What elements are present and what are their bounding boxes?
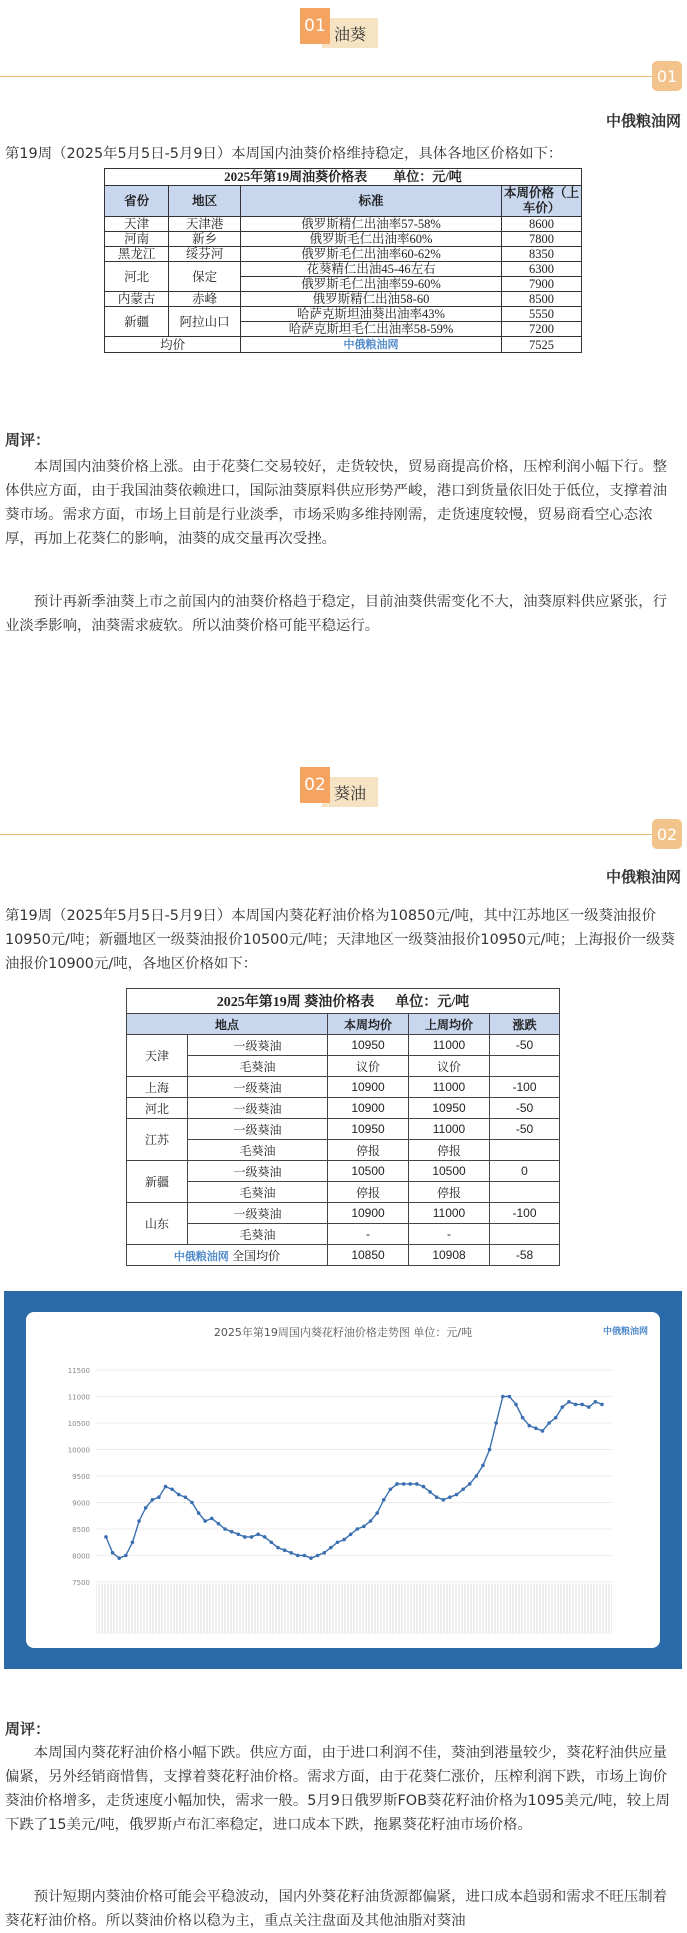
data-point xyxy=(124,1554,128,1558)
data-point xyxy=(395,1482,399,1486)
section1-brand: 中俄粮油网 xyxy=(605,112,681,130)
cell-this-week: 10950 xyxy=(328,1119,409,1140)
y-tick-label: 9500 xyxy=(72,1473,90,1481)
col-last-week: 上周均价 xyxy=(409,1014,490,1035)
oilseed-table-title-cell xyxy=(105,169,582,186)
table-row xyxy=(127,1140,560,1161)
cell-change: -100 xyxy=(490,1077,560,1098)
x-axis-labels xyxy=(96,1584,612,1634)
avg-label-cell xyxy=(127,1245,328,1266)
section2-comment-label: 周评： xyxy=(5,1720,51,1738)
cell-grade: 毛葵油 xyxy=(188,1182,328,1203)
data-point xyxy=(441,1498,445,1502)
cell-grade: 毛葵油 xyxy=(188,1056,328,1077)
cell-province: 内蒙古 xyxy=(105,292,169,307)
data-point xyxy=(389,1487,393,1491)
section1-title: 油葵 xyxy=(322,18,378,48)
data-point xyxy=(289,1551,293,1555)
avg-watermark-cell xyxy=(241,337,502,353)
cell-region: 阿拉山口 xyxy=(169,307,241,337)
section2-brand: 中俄粮油网 xyxy=(605,868,681,886)
data-point xyxy=(157,1495,161,1499)
data-point xyxy=(329,1546,333,1550)
data-point xyxy=(481,1464,485,1468)
cell-price: 5550 xyxy=(501,307,581,322)
cell-change: -50 xyxy=(490,1098,560,1119)
data-point xyxy=(144,1506,148,1510)
avg-label: 全国均价 xyxy=(232,1248,281,1263)
data-point xyxy=(190,1501,194,1505)
cell-price: 8600 xyxy=(501,217,581,232)
data-point xyxy=(256,1533,260,1537)
avg-last-week: 10908 xyxy=(409,1245,490,1266)
data-point xyxy=(197,1511,201,1515)
data-point xyxy=(508,1395,512,1399)
table-row xyxy=(127,1056,560,1077)
data-point xyxy=(236,1533,240,1537)
data-point xyxy=(521,1416,525,1420)
cell-grade: 一级葵油 xyxy=(188,1035,328,1056)
cell-last-week: 11000 xyxy=(409,1077,490,1098)
section2-title: 葵油 xyxy=(322,777,378,807)
cell-standard: 俄罗斯毛仁出油率60% xyxy=(241,232,502,247)
cell-province: 天津 xyxy=(105,217,169,232)
cell-grade: 一级葵油 xyxy=(188,1119,328,1140)
cell-this-week: 10950 xyxy=(328,1035,409,1056)
oilseed-table-unit: 单位：元/吨 xyxy=(393,169,462,184)
cell-change: -50 xyxy=(490,1035,560,1056)
data-point xyxy=(461,1487,465,1491)
cell-place: 新疆 xyxy=(127,1161,188,1203)
chart-header: 2025年第19周国内葵花籽油价格走势图 单位：元/吨 xyxy=(213,1326,473,1339)
cell-standard: 俄罗斯精仁出油58-60 xyxy=(241,292,502,307)
avg-change: -58 xyxy=(490,1245,560,1266)
data-point xyxy=(296,1554,300,1558)
cell-this-week: - xyxy=(328,1224,409,1245)
data-point xyxy=(369,1519,373,1523)
chart-logo: 中俄粮油网 xyxy=(602,1327,648,1337)
table-row xyxy=(127,1098,560,1119)
cell-change: 0 xyxy=(490,1161,560,1182)
y-tick-label: 8000 xyxy=(72,1552,90,1561)
data-point xyxy=(303,1554,307,1558)
data-point xyxy=(164,1485,168,1489)
cell-last-week: 10950 xyxy=(409,1098,490,1119)
data-point xyxy=(230,1530,234,1534)
data-point xyxy=(276,1546,280,1550)
data-point xyxy=(184,1495,188,1499)
data-point xyxy=(117,1556,121,1560)
cell-standard: 哈萨克斯坦毛仁出油率58-59% xyxy=(241,322,502,337)
y-tick-label: 9000 xyxy=(72,1499,90,1508)
y-tick-label: 7500 xyxy=(72,1579,90,1587)
cell-province: 黑龙江 xyxy=(105,247,169,262)
data-point xyxy=(455,1493,459,1497)
cell-grade: 一级葵油 xyxy=(188,1077,328,1098)
data-point xyxy=(534,1427,538,1431)
section1-badge: 01 xyxy=(652,61,682,91)
data-point xyxy=(170,1487,174,1491)
cell-region: 绥芬河 xyxy=(169,247,241,262)
data-point xyxy=(587,1405,591,1409)
cell-region: 天津港 xyxy=(169,217,241,232)
data-point xyxy=(349,1533,353,1537)
data-point xyxy=(270,1540,274,1544)
watermark-logo: 中俄粮油网 xyxy=(173,1250,229,1263)
col-this-week: 本周均价 xyxy=(328,1014,409,1035)
data-point xyxy=(494,1421,498,1425)
col-province: 省份 xyxy=(105,186,169,217)
cell-last-week: 停报 xyxy=(409,1182,490,1203)
cell-price: 7900 xyxy=(501,277,581,292)
data-point xyxy=(210,1517,214,1521)
data-point xyxy=(217,1522,221,1526)
data-point xyxy=(574,1403,578,1407)
series-line xyxy=(106,1397,602,1559)
cell-province: 河北 xyxy=(105,262,169,292)
table-row xyxy=(105,292,582,307)
data-point xyxy=(382,1498,386,1502)
section1-comment-label: 周评： xyxy=(5,431,51,449)
data-point xyxy=(309,1556,313,1560)
data-point xyxy=(554,1416,558,1420)
table-row xyxy=(127,1224,560,1245)
col-standard: 标准 xyxy=(241,186,502,217)
data-point xyxy=(594,1400,598,1404)
cell-place: 上海 xyxy=(127,1077,188,1098)
section2-comment-p2: 预计短期内葵油价格可能会平稳波动，国内外葵花籽油货源都偏紧，进口成本趋弱和需求不旺压制着葵花籽油价格。所以葵油价格以稳为主，重点关注盘面及其他油脂对葵油 xyxy=(5,1889,667,1929)
avg-this-week: 10850 xyxy=(328,1245,409,1266)
data-point xyxy=(250,1535,254,1539)
cell-place: 江苏 xyxy=(127,1119,188,1161)
table-row xyxy=(105,262,582,277)
y-tick-label: 11500 xyxy=(67,1367,90,1375)
cell-standard: 俄罗斯毛仁出油率59-60% xyxy=(241,277,502,292)
cell-region: 新乡 xyxy=(169,232,241,247)
data-point xyxy=(408,1482,412,1486)
price-trend-chart xyxy=(26,1312,660,1648)
data-point xyxy=(514,1403,518,1407)
section2-number: 02 xyxy=(300,767,330,803)
sunoil-table-title-cell xyxy=(127,989,560,1014)
data-point xyxy=(561,1405,565,1409)
cell-grade: 毛葵油 xyxy=(188,1224,328,1245)
section2-badge: 02 xyxy=(652,819,682,849)
data-point xyxy=(243,1535,247,1539)
data-point xyxy=(342,1538,346,1542)
data-point xyxy=(131,1540,135,1544)
data-point xyxy=(488,1448,492,1452)
cell-last-week: 11000 xyxy=(409,1119,490,1140)
table-row xyxy=(127,1182,560,1203)
chart-svg xyxy=(26,1312,660,1648)
data-point xyxy=(501,1395,505,1399)
data-point xyxy=(541,1429,545,1433)
table-row xyxy=(127,1161,560,1182)
cell-this-week: 停报 xyxy=(328,1140,409,1161)
data-point xyxy=(203,1519,207,1523)
col-region: 地区 xyxy=(169,186,241,217)
data-point xyxy=(137,1519,141,1523)
col-price: 本周价格（上车价） xyxy=(501,186,581,217)
data-point xyxy=(150,1498,154,1502)
cell-change: -100 xyxy=(490,1203,560,1224)
data-point xyxy=(475,1474,479,1478)
data-point xyxy=(177,1493,181,1497)
table-row xyxy=(127,1203,560,1224)
cell-standard: 俄罗斯毛仁出油率60-62% xyxy=(241,247,502,262)
section1-number: 01 xyxy=(300,8,330,44)
cell-last-week: 10500 xyxy=(409,1161,490,1182)
cell-province: 河南 xyxy=(105,232,169,247)
section2-divider xyxy=(0,834,652,835)
y-tick-label: 10000 xyxy=(67,1446,90,1455)
data-point xyxy=(362,1525,366,1529)
data-point xyxy=(527,1424,531,1428)
y-tick-label: 11000 xyxy=(67,1393,90,1402)
cell-this-week: 10500 xyxy=(328,1161,409,1182)
col-place: 地点 xyxy=(127,1014,328,1035)
cell-region: 赤峰 xyxy=(169,292,241,307)
cell-place: 山东 xyxy=(127,1203,188,1245)
cell-change xyxy=(490,1140,560,1161)
data-point xyxy=(336,1540,340,1544)
cell-this-week: 10900 xyxy=(328,1203,409,1224)
sunoil-table-unit: 单位：元/吨 xyxy=(395,995,470,1010)
cell-price: 7800 xyxy=(501,232,581,247)
data-point xyxy=(468,1482,472,1486)
data-point xyxy=(104,1535,108,1539)
cell-grade: 毛葵油 xyxy=(188,1140,328,1161)
cell-grade: 一级葵油 xyxy=(188,1161,328,1182)
table-row xyxy=(127,1035,560,1056)
table-row-average xyxy=(127,1245,560,1266)
section1-header xyxy=(300,8,390,48)
data-point xyxy=(111,1551,115,1555)
table-row xyxy=(105,247,582,262)
watermark-logo: 中俄粮油网 xyxy=(343,339,399,351)
oilseed-table-title: 2025年第19周油葵价格表 xyxy=(224,169,368,184)
data-point xyxy=(600,1403,604,1407)
avg-label: 均价 xyxy=(105,337,241,353)
cell-last-week: 停报 xyxy=(409,1140,490,1161)
data-point xyxy=(402,1482,406,1486)
cell-last-week: 议价 xyxy=(409,1056,490,1077)
y-tick-label: 8500 xyxy=(72,1526,90,1534)
cell-change xyxy=(490,1056,560,1077)
cell-last-week: 11000 xyxy=(409,1203,490,1224)
section2-intro: 第19周（2025年5月5日-5月9日）本周国内葵花籽油价格为10850元/吨，其中江苏地区一级葵油报价10950元/吨；新疆地区一级葵油报价10500元/吨；天津地区一级葵油报价10950元/吨；上海报价一级葵油报价10900元/吨，各地区价格如下： xyxy=(5,908,675,972)
cell-standard: 俄罗斯精仁出油率57-58% xyxy=(241,217,502,232)
data-point xyxy=(448,1495,452,1499)
cell-place: 河北 xyxy=(127,1098,188,1119)
section1-comment-p2: 预计再新季油葵上市之前国内的油葵价格趋于稳定，目前油葵供需变化不大，油葵原料供应紧张，行业淡季影响，油葵需求疲软。所以油葵价格可能平稳运行。 xyxy=(5,594,667,634)
sunoil-table-title: 2025年第19周 葵油价格表 xyxy=(216,995,375,1010)
col-change: 涨跌 xyxy=(490,1014,560,1035)
cell-this-week: 停报 xyxy=(328,1182,409,1203)
data-point xyxy=(547,1421,551,1425)
section1-intro: 第19周（2025年5月5日-5月9日）本周国内油葵价格维持稳定，具体各地区价格如下： xyxy=(5,146,563,162)
data-point xyxy=(428,1490,432,1494)
cell-standard: 哈萨克斯坦油葵出油率43% xyxy=(241,307,502,322)
cell-this-week: 10900 xyxy=(328,1077,409,1098)
price-trend-chart-frame xyxy=(4,1291,682,1669)
y-tick-label: 10500 xyxy=(67,1420,90,1428)
cell-price: 6300 xyxy=(501,262,581,277)
cell-grade: 一级葵油 xyxy=(188,1098,328,1119)
cell-change: -50 xyxy=(490,1119,560,1140)
cell-change xyxy=(490,1224,560,1245)
data-point xyxy=(356,1527,360,1531)
data-point xyxy=(415,1482,419,1486)
cell-change xyxy=(490,1182,560,1203)
cell-price: 8500 xyxy=(501,292,581,307)
cell-grade: 一级葵油 xyxy=(188,1203,328,1224)
table-row xyxy=(105,307,582,322)
section1-comment-p1: 本周国内油葵价格上涨。由于花葵仁交易较好，走货较快，贸易商提高价格，压榨利润小幅下行。整体供应方面，由于我国油葵依赖进口，国际油葵原料供应形势严峻，港口到货量依旧处于低位，支撑着油葵市场。需求方面，市场上目前是行业淡季，市场采购多维持刚需，走货速度较慢，贸易商看空心态浓厚，再加上花葵仁的影响，油葵的成交量再次受挫。 xyxy=(5,459,667,547)
avg-value: 7525 xyxy=(501,337,581,353)
cell-price: 8350 xyxy=(501,247,581,262)
cell-last-week: - xyxy=(409,1224,490,1245)
cell-province: 新疆 xyxy=(105,307,169,337)
cell-last-week: 11000 xyxy=(409,1035,490,1056)
table-row-average xyxy=(105,337,582,353)
table-row xyxy=(127,1077,560,1098)
cell-place: 天津 xyxy=(127,1035,188,1077)
section2-header xyxy=(300,767,390,807)
data-point xyxy=(223,1527,227,1531)
data-point xyxy=(375,1511,379,1515)
cell-this-week: 10900 xyxy=(328,1098,409,1119)
cell-region: 保定 xyxy=(169,262,241,292)
data-point xyxy=(283,1548,287,1552)
data-point xyxy=(567,1400,571,1404)
table-row xyxy=(105,232,582,247)
cell-standard: 花葵精仁出油45-46左右 xyxy=(241,262,502,277)
table-row xyxy=(127,1119,560,1140)
data-point xyxy=(580,1403,584,1407)
sunoil-price-table xyxy=(126,988,560,1266)
data-point xyxy=(316,1554,320,1558)
section2-comment-p1: 本周国内葵花籽油价格小幅下跌。供应方面，由于进口利润不佳，葵油到港量较少，葵花籽油供应量偏紧，另外经销商惜售，支撑着葵花籽油价格。需求方面，由于花葵仁涨价，压榨利润下跌，市场上询价葵油价格增多，走货速度小幅加快，需求一般。5月9日俄罗斯FOB葵花籽油价格为1095美元/吨，较上周下跌了15美元/吨，俄罗斯卢布汇率稳定，进口成本下跌，拖累葵花籽油市场价格。 xyxy=(5,1745,670,1833)
cell-price: 7200 xyxy=(501,322,581,337)
data-point xyxy=(322,1551,326,1555)
section1-divider xyxy=(0,76,652,77)
data-point xyxy=(435,1495,439,1499)
cell-this-week: 议价 xyxy=(328,1056,409,1077)
data-point xyxy=(263,1535,267,1539)
oilseed-price-table xyxy=(104,168,582,353)
data-point xyxy=(422,1485,426,1489)
table-row xyxy=(105,217,582,232)
